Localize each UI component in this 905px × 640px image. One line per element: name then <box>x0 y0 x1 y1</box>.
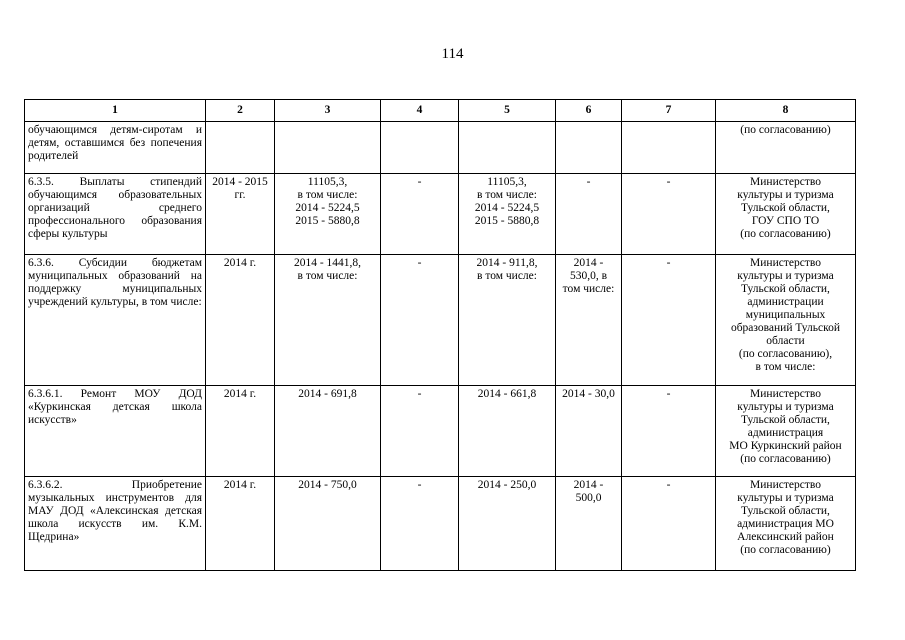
cell-federal: - <box>381 386 459 477</box>
cell-measure: 6.3.6. Субсидии бюджетам муниципальных образований на поддержку муниципальных учреждений культуры, в том числе: <box>25 255 206 386</box>
cell-executor: Министерство культуры и туризма Тульской области, администрация МО Алексинский район (по согласованию) <box>716 477 856 571</box>
table-row <box>25 255 856 386</box>
table-row <box>25 122 856 174</box>
cell-period: 2014 г. <box>206 255 275 386</box>
cell-measure: 6.3.6.2. Приобретение музыкальных инструментов для МАУ ДОД «Алексинская детская школа искусств им. К.М. Щедрина» <box>25 477 206 571</box>
header-row <box>25 100 856 122</box>
column-header: 6 <box>556 100 622 122</box>
column-header: 5 <box>459 100 556 122</box>
cell-federal: - <box>381 174 459 255</box>
cell-other: - <box>622 174 716 255</box>
cell-municipal: 2014 - 30,0 <box>556 386 622 477</box>
cell-other: - <box>622 386 716 477</box>
cell-measure: 6.3.5. Выплаты стипендий обучающимся образовательных организаций среднего профессионального образования сферы культуры <box>25 174 206 255</box>
cell-federal: - <box>381 255 459 386</box>
cell-regional <box>459 122 556 174</box>
column-header: 2 <box>206 100 275 122</box>
cell-total: 11105,3, в том числе: 2014 - 5224,5 2015 - 5880,8 <box>275 174 381 255</box>
cell-period: 2014 г. <box>206 477 275 571</box>
cell-other: - <box>622 477 716 571</box>
cell-measure: 6.3.6.1. Ремонт МОУ ДОД «Куркинская детская школа искусств» <box>25 386 206 477</box>
cell-total: 2014 - 750,0 <box>275 477 381 571</box>
cell-measure: обучающимся детям-сиротам и детям, оставшимся без попечения родителей <box>25 122 206 174</box>
cell-regional: 2014 - 661,8 <box>459 386 556 477</box>
cell-period <box>206 122 275 174</box>
table-row <box>25 386 856 477</box>
column-header: 3 <box>275 100 381 122</box>
column-header: 4 <box>381 100 459 122</box>
cell-regional: 11105,3, в том числе: 2014 - 5224,5 2015 - 5880,8 <box>459 174 556 255</box>
cell-municipal: - <box>556 174 622 255</box>
cell-municipal: 2014 - 530,0, в том числе: <box>556 255 622 386</box>
cell-executor: (по согласованию) <box>716 122 856 174</box>
column-header: 1 <box>25 100 206 122</box>
cell-period: 2014 г. <box>206 386 275 477</box>
program-table <box>24 99 856 571</box>
cell-municipal <box>556 122 622 174</box>
table-row <box>25 174 856 255</box>
page-number: 114 <box>441 46 464 62</box>
cell-total <box>275 122 381 174</box>
cell-regional: 2014 - 911,8, в том числе: <box>459 255 556 386</box>
column-header: 8 <box>716 100 856 122</box>
cell-total: 2014 - 1441,8, в том числе: <box>275 255 381 386</box>
table-row <box>25 477 856 571</box>
cell-executor: Министерство культуры и туризма Тульской области, администрации муниципальных образований Тульской области (по согласованию), в том числе: <box>716 255 856 386</box>
column-header: 7 <box>622 100 716 122</box>
cell-executor: Министерство культуры и туризма Тульской области, администрация МО Куркинский район (по согласованию) <box>716 386 856 477</box>
cell-other: - <box>622 255 716 386</box>
cell-total: 2014 - 691,8 <box>275 386 381 477</box>
cell-municipal: 2014 - 500,0 <box>556 477 622 571</box>
cell-executor: Министерство культуры и туризма Тульской области, ГОУ СПО ТО (по согласованию) <box>716 174 856 255</box>
cell-federal <box>381 122 459 174</box>
cell-federal: - <box>381 477 459 571</box>
cell-regional: 2014 - 250,0 <box>459 477 556 571</box>
cell-other <box>622 122 716 174</box>
cell-period: 2014 - 2015 гг. <box>206 174 275 255</box>
